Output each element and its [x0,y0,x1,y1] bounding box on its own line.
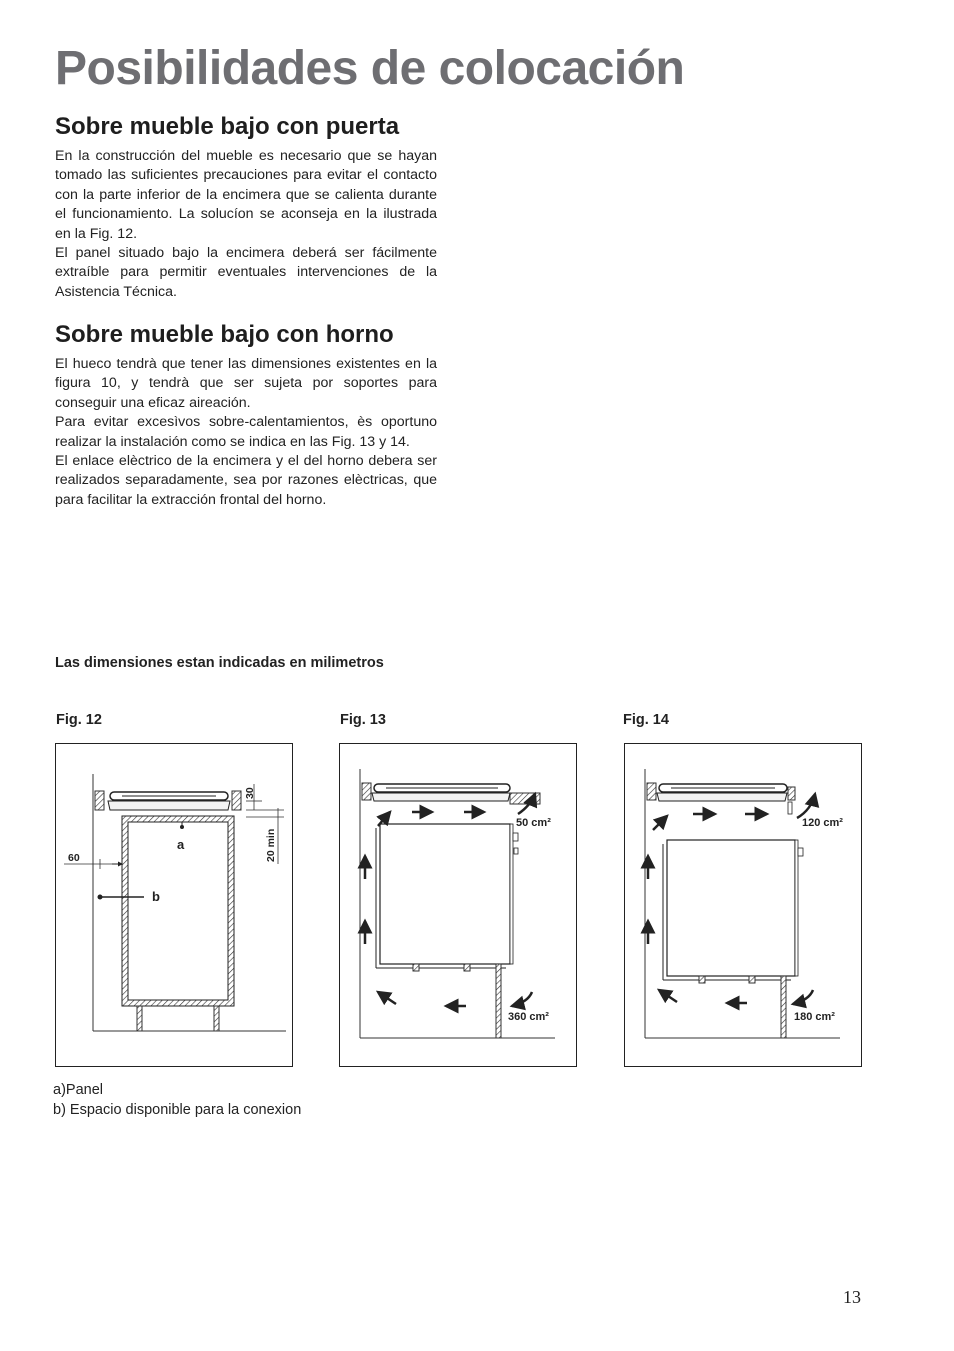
dim-20-min: 20 min [265,828,277,862]
oven-door [510,824,513,964]
paragraph: El hueco tendrà que tener las dimensiones existentes en la figura 10, y tendrà que ser sujeta por soportes para conseguir una eficaz aireación. [55,356,437,411]
section-heading-oven: Sobre mueble bajo con horno [55,321,394,348]
section-text-door [55,147,437,302]
worktop-right-hatch [232,791,241,810]
section-heading-door: Sobre mueble bajo con puerta [55,113,400,140]
worktop-right-hatch [788,787,795,800]
airflow-arrow [659,990,677,1002]
hob-body [657,793,787,801]
oven-door [795,840,798,976]
callout-a: a [177,837,185,852]
vent-top-label: 120 cm² [802,817,843,829]
oven-handle [798,848,803,856]
vent-bottom-label: 180 cm² [794,1011,835,1023]
section-text-oven [55,355,437,510]
vent-bottom-label: 360 cm² [508,1011,549,1023]
plinth-hatch [781,976,786,1038]
plinth-hatch [496,964,501,1038]
hob-body [108,801,230,810]
airflow-arrow [653,816,667,830]
worktop-left-hatch [362,783,371,800]
callout-b: b [152,889,160,904]
oven-handle [513,833,518,841]
page-title: Posibilidades de colocación [55,42,685,95]
fig12-label: Fig. 12 [56,712,102,728]
airflow-arrow [797,794,815,818]
airflow-arrow [512,992,532,1006]
fig14-diagram [624,743,862,1067]
legend-item-b: b) Espacio disponible para la conexion [53,1102,302,1118]
airflow-arrow [378,992,396,1004]
hob-body [372,793,510,801]
paragraph: El panel situado bajo la encimera deberá ser fácilmente extraíble para permitir eventuales intervenciones de la Asistencia Técnica. [55,245,437,300]
paragraph: Para evitar excesìvos sobre-calentamientos, ès oportuno realizar la instalación como se indica en las Fig. 13 y 14. [55,414,437,450]
oven-body [667,840,795,976]
dimensions-note: Las dimensiones estan indicadas en milimetros [55,655,384,671]
worktop-left-hatch [647,783,656,800]
airflow-arrow [793,990,813,1004]
dim-60: 60 [68,852,80,864]
page-number: 13 [843,1287,861,1307]
figure-legend [53,1080,301,1120]
cabinet-leg [214,1006,219,1031]
fig13-label: Fig. 13 [340,712,386,728]
legend-item-a: a)Panel [53,1082,103,1098]
vent-top-label: 50 cm² [516,817,551,829]
fig12-diagram [55,743,293,1067]
paragraph: En la construcción del mueble es necesario que se hayan tomado las suficientes precauciones para evitar el contacto con la parte inferior de la encimera que se calienta durante el funcionamiento. La solucíon se aconseja en la ilustrada en la Fig. 12. [55,148,437,242]
worktop-left-hatch [95,791,104,810]
paragraph: El enlace elèctrico de la encimera y el del horno debera ser realizados separadamente, sea por razones elèctricas, que para facilitar la extracción frontal del horno. [55,453,437,508]
fig13-diagram [339,743,577,1067]
fig14-label: Fig. 14 [623,712,669,728]
cabinet-leg [137,1006,142,1031]
oven-body [380,824,510,964]
dim-30: 30 [244,787,256,799]
